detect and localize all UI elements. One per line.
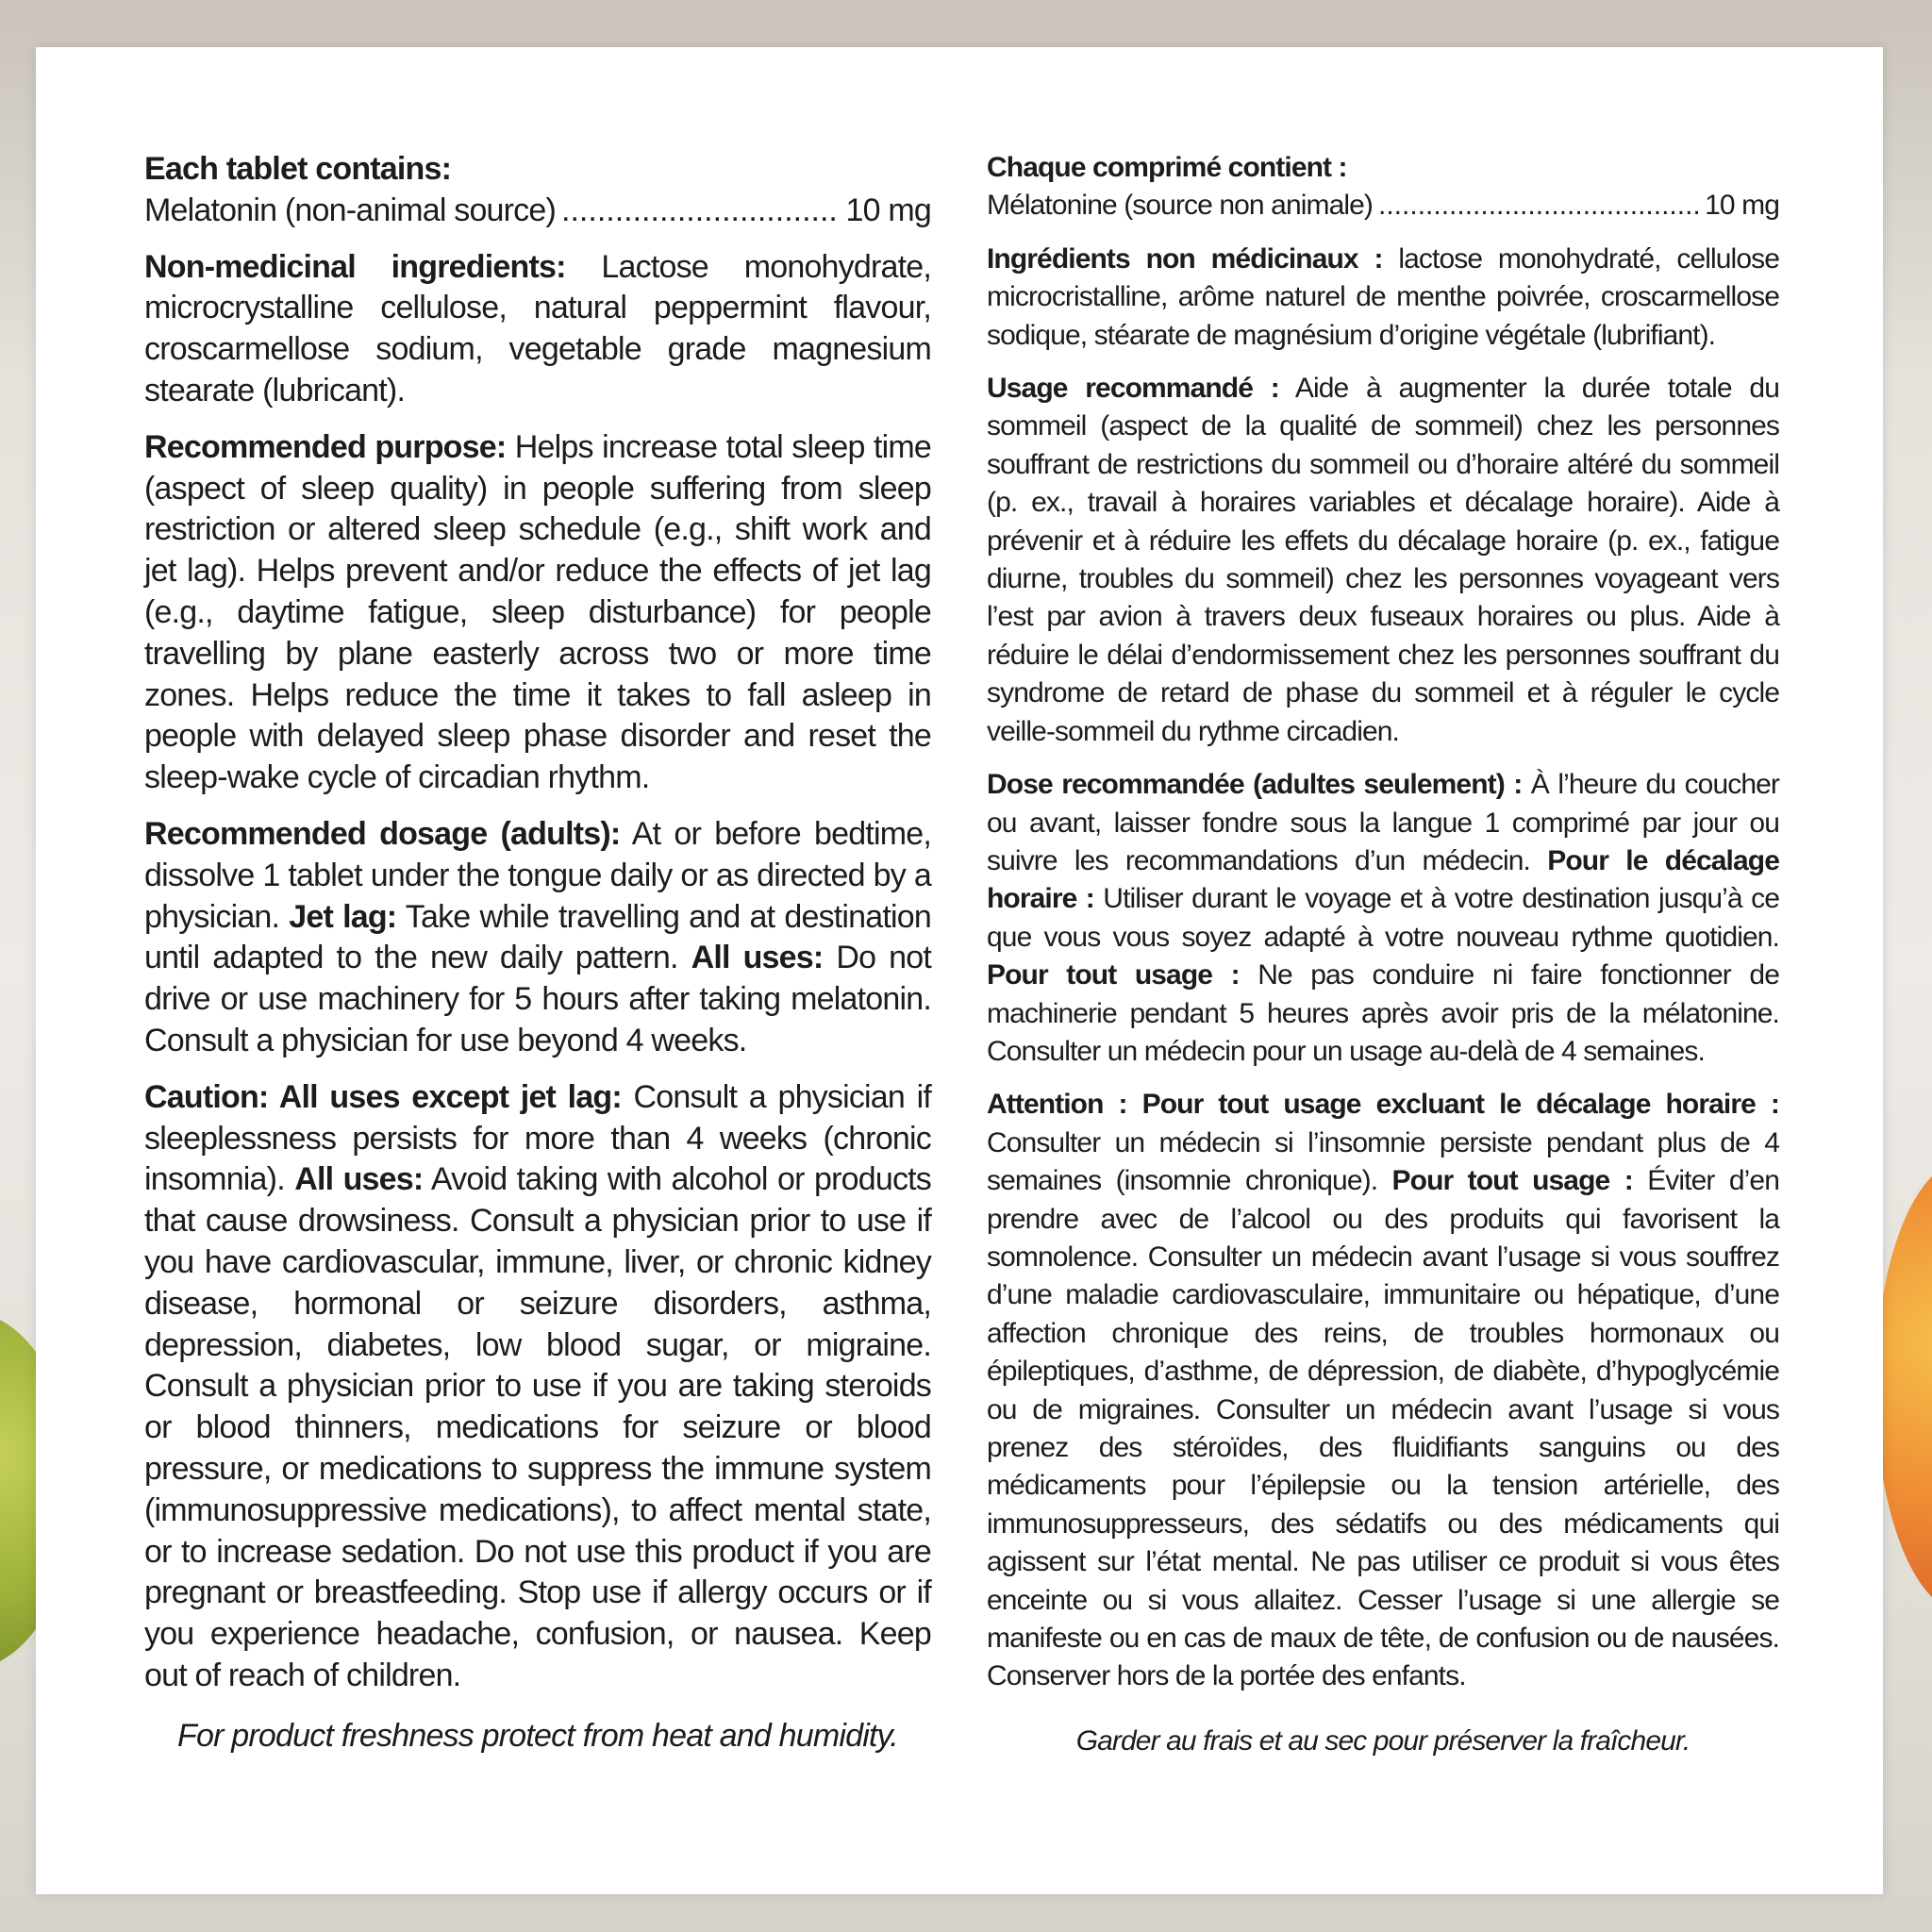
caution-all-uses-label-fr: Pour tout usage : (1391, 1165, 1633, 1197)
nonmedicinal-text-fr: lactose monohydraté, cellulose microcristalline, arôme naturel de menthe poivrée, croscarmellose sodique, stéarate de magnésium d’origine végétale (lubrifiant). (987, 242, 1779, 351)
dosage-label-fr: Dose recommandée (adultes seulement) : (987, 769, 1523, 801)
ingredient-name-fr: Mélatonine (source non animale) (987, 190, 1374, 222)
background-fruit (1875, 1160, 1932, 1613)
dosage-text-3: Do not drive or use machinery for 5 hours after taking melatonin. Consult a physician for use beyond 4 weeks. (144, 940, 931, 1058)
ingredient-amount: 10 mg (845, 192, 931, 228)
purpose-paragraph (144, 427, 931, 799)
jetlag-label-fr: Pour le décalage horaire : (987, 844, 1779, 915)
caution-text-1-fr: Consulter un médecin si l’insomnie persiste pendant plus de 4 semaines (insomnie chronique). (987, 1126, 1779, 1197)
storage-note-fr: Garder au frais et au sec pour préserver la fraîcheur. (1075, 1724, 1690, 1757)
ingredient-amount-fr: 10 mg (1705, 190, 1779, 222)
caution-text-2: Avoid taking with alcohol or products that cause drowsiness. Consult a physician prior to use if you have cardiovascular, immune, liver, or chronic kidney disease, hormonal or seizure disorders, asthma, depression, diabetes, low blood sugar, or migraine. Consult a physician prior to use if you are taking steroids or blood thinners, medications for seizure or blood pressure, or medications to suppress the immune system (immunosuppressive medications), to affect mental state, or to increase sedation. Do not use this product if you are pregnant or breastfeeding. Stop use if allergy occurs or if you experience headache, confusion, or nausea. Keep out of reach of children. (144, 1161, 931, 1693)
jetlag-label: Jet lag: (289, 898, 397, 935)
caution-all-uses-label: All uses: (294, 1161, 424, 1198)
dosage-text-2: Take while travelling and at destination until adapted to the new daily pattern. (144, 898, 932, 976)
nonmedicinal-label: Non-medicinal ingredients: (144, 248, 566, 285)
nonmedicinal-text: Lactose monohydrate, microcrystalline cellulose, natural peppermint flavour, croscarmellose sodium, vegetable grade magnesium stearate (lubricant). (144, 248, 932, 408)
dot-leader-fr (1378, 187, 1699, 225)
dot-leader (561, 191, 840, 232)
all-uses-label-fr: Pour tout usage : (987, 959, 1240, 991)
purpose-text: Helps increase total sleep time (aspect of sleep quality) in people suffering from sleep restriction or altered sleep schedule (e.g., shift work and jet lag). Helps prevent and/or reduce the effects of jet lag (e.g., daytime fatigue, sleep disturbance) for people travelling by plane easterly across two or more time zones. Helps reduce the time it takes to fall asleep in people with delayed sleep phase disorder and reset the sleep-wake cycle of circadian rhythm. (144, 428, 931, 796)
dosage-paragraph-fr (987, 766, 1779, 1071)
caution-paragraph (144, 1077, 931, 1697)
dosage-text-2-fr: Utiliser durant le voyage et à votre destination jusqu’à ce que vous vous soyez adapté à votre nouveau rythme quotidien. (987, 883, 1779, 953)
french-column (987, 149, 1779, 1760)
nonmedicinal-label-fr: Ingrédients non médicinaux : (987, 242, 1383, 275)
caution-label-fr: Attention : Pour tout usage excluant le décalage horaire : (987, 1089, 1779, 1121)
ingredient-row (144, 191, 931, 232)
dosage-text-1: At or before bedtime, dissolve 1 tablet under the tongue daily or as directed by a physician. (144, 815, 931, 935)
nonmedicinal-paragraph (144, 247, 931, 412)
contains-heading-fr: Chaque comprimé contient : (987, 152, 1347, 183)
ingredient-name: Melatonin (non-animal source) (144, 192, 557, 228)
dosage-label: Recommended dosage (adults): (144, 815, 621, 852)
nonmedicinal-paragraph-fr (987, 241, 1779, 355)
english-column (144, 149, 931, 1757)
caution-text-1: Consult a physician if sleeplessness persists for more than 4 weeks (chronic insomnia). (144, 1078, 931, 1198)
caution-label: Caution: All uses except jet lag: (144, 1078, 622, 1115)
purpose-text-fr: Aide à augmenter la durée totale du sommeil (aspect de la qualité de sommeil) chez les personnes souffrant de restrictions du sommeil ou d’horaire altéré du sommeil (p. ex., travail à horaires variables et décalage horaire). Aide à prévenir et à réduire les effets du décalage horaire (p. ex., fatigue diurne, troubles du sommeil) chez les personnes voyageant vers l’est par avion à travers deux fuseaux horaires ou plus. Aide à réduire le délai d’endormissement chez les personnes souffrant du syndrome de retard de phase du sommeil et à réguler le cycle veille-sommeil du rythme circadien. (987, 373, 1779, 747)
purpose-label: Recommended purpose: (144, 428, 507, 465)
caution-paragraph-fr (987, 1086, 1779, 1696)
all-uses-label: All uses: (691, 940, 824, 976)
dosage-text-3-fr: Ne pas conduire ni faire fonctionner de machinerie pendant 5 heures après avoir pris de la mélatonine. Consulter un médecin pour un usage au-delà de 4 semaines. (987, 959, 1779, 1067)
storage-note: For product freshness protect from heat and humidity. (177, 1717, 898, 1754)
caution-text-2-fr: Éviter d’en prendre avec de l’alcool ou des produits qui favorisent la somnolence. Consulter un médecin avant l’usage si vous souffrez d’une maladie cardiovasculaire, immunitaire ou hépatique, d’une affection chronique des reins, de troubles hormonaux ou épileptiques, d’asthme, de dépression, de diabète, d’hypoglycémie ou de migraines. Consulter un médecin avant l’usage si vous prenez des stéroïdes, des fluidifiants sanguins ou des médicaments pour l’épilepsie ou la tension artérielle, des immunosuppresseurs, des sédatifs ou des médicaments qui agissent sur l’état mental. Ne pas utiliser ce produit si vous êtes enceinte ou si vous allaitez. Cesser l’usage si une allergie se manifeste ou en cas de maux de tête, de confusion ou de nausées. Conserver hors de la portée des enfants. (987, 1165, 1779, 1692)
dosage-text-1-fr: À l’heure du coucher ou avant, laisser fondre sous la langue 1 comprimé par jour ou suivre les recommandations d’un médecin. (987, 769, 1780, 876)
label-panel (36, 47, 1883, 1894)
purpose-paragraph-fr (987, 370, 1779, 751)
contains-heading: Each tablet contains: (144, 151, 452, 187)
dosage-paragraph (144, 814, 931, 1062)
ingredient-row-fr (987, 187, 1779, 225)
purpose-label-fr: Usage recommandé : (987, 373, 1279, 405)
